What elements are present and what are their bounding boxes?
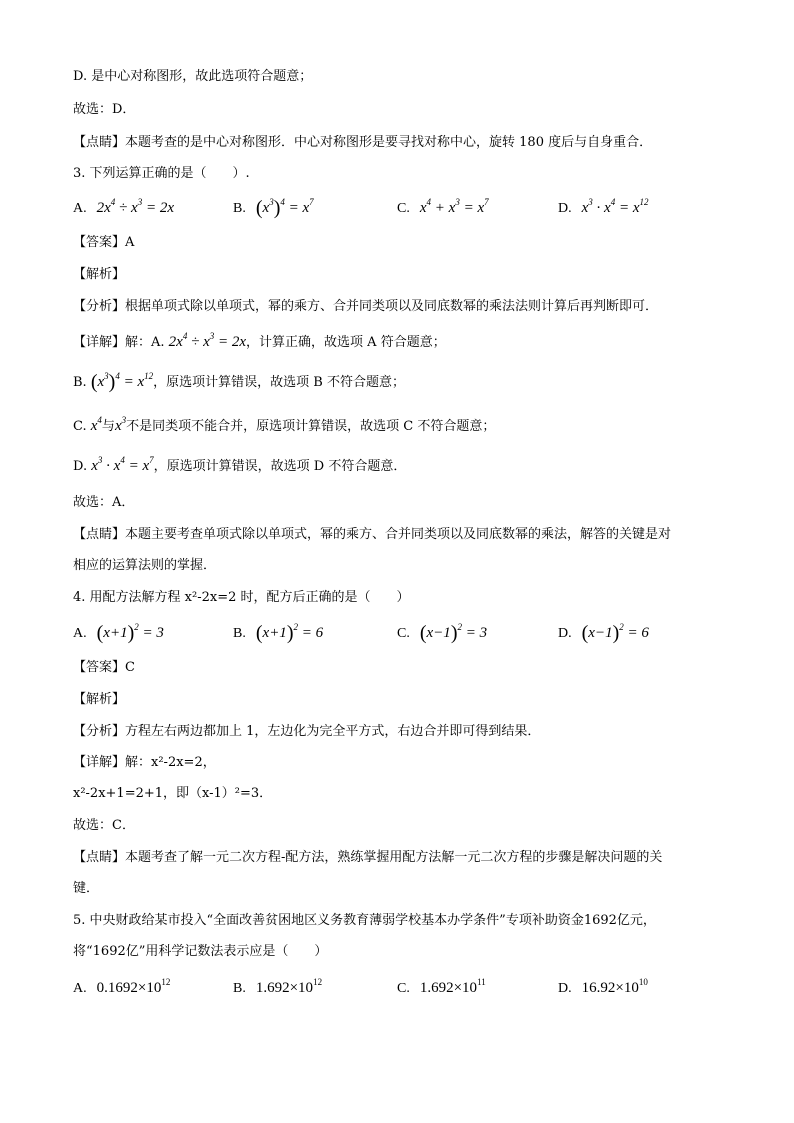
option-expr: $x^3 \cdot x^4 = x^{12}$: [581, 197, 649, 216]
option-a: [73, 197, 174, 220]
detail-prefix: B.: [73, 375, 91, 390]
option-label: B.: [233, 201, 246, 216]
detail-line-d: [73, 456, 406, 477]
option-d: [558, 197, 649, 220]
math-expr: $2x^4 \div x^3 = 2x$: [168, 331, 247, 350]
comment-line: [73, 133, 652, 153]
comment-tag: 【点睛】: [73, 850, 126, 865]
option-expr: $1.692\times 10^{12}$: [255, 977, 323, 996]
math-expr: $x^3 \cdot x^4 = x^7$: [91, 455, 154, 474]
option-b: [233, 197, 314, 220]
comment-text: 本题主要考查单项式除以单项式，幂的乘方、合并同类项以及同底数幂的乘法，解答的关键是对: [125, 527, 672, 542]
comment-text: 本题考查了解一元二次方程-配方法，熟练掌握用配方法解一元二次方程的步骤是解决问题的关: [125, 850, 663, 865]
fenxi-text: 方程左右两边都加上 1，左边化为完全平方式，右边合并即可得到结果．: [125, 724, 541, 739]
option-label: D.: [558, 626, 572, 641]
question-stem-2: 将“1692亿”用科学记数法表示应是（ ）: [73, 944, 328, 959]
detail-line-c: [73, 416, 495, 437]
detail-tag: 【详解】: [73, 755, 126, 770]
question-stem: 3. 下列运算正确的是（ ）.: [73, 166, 250, 181]
fenxi-line: [73, 297, 658, 317]
option-label: C.: [397, 201, 410, 216]
comment-tag: 【点睛】: [73, 135, 126, 150]
option-expr: $x^4 + x^3 = x^7$: [419, 197, 489, 216]
option-expr: $(x^3)^4 = x^7$: [255, 197, 314, 219]
option-expr: $0.1692\times 10^{12}$: [96, 977, 171, 996]
comment-text: 本题考查的是中心对称图形．中心对称图形是要寻找对称中心，旋转 180 度后与自身重合．: [125, 135, 653, 150]
comment-line-2: 键．: [73, 881, 100, 896]
detail-suffix: ，原选项计算错误，故选项 D 不符合题意．: [153, 459, 407, 474]
option-expr: $2x^4 \div x^3 = 2x$: [96, 197, 174, 216]
detail-prefix: C.: [73, 419, 91, 434]
question-stem: 4. 用配方法解方程 x²-2x=2 时，配方后正确的是（ ）: [73, 590, 410, 605]
detail-prefix: D.: [73, 459, 92, 474]
text-line: D. 是中心对称图形，故此选项符合题意；: [73, 69, 313, 84]
math-expr: $x^3$: [114, 415, 127, 434]
option-expr: $(x-1)^2 = 6$: [581, 622, 649, 644]
comment-line-2: 相应的运算法则的掌握．: [73, 558, 217, 573]
detail-prefix: 解：A.: [125, 335, 169, 350]
analysis-tag: 【解析】: [73, 692, 126, 707]
math-expr: $x^4$: [90, 415, 102, 434]
comment-line: [73, 848, 662, 868]
option-a: [73, 622, 164, 645]
answer-line: [73, 233, 134, 253]
option-expr: $(x+1)^2 = 6$: [255, 622, 324, 644]
option-label: B.: [233, 981, 246, 996]
detail-mid: 与: [101, 419, 115, 434]
option-label: B.: [233, 626, 246, 641]
question-stem-1: 5. 中央财政给某市投入“全面改善贫困地区义务教育薄弱学校基本办学条件”专项补助资金1692亿元，: [73, 913, 656, 928]
option-d: [558, 622, 649, 645]
option-label: C.: [397, 981, 410, 996]
answer-value: A: [125, 235, 135, 250]
option-label: A.: [73, 201, 87, 216]
detail-line-b: [73, 372, 405, 393]
option-label: D.: [558, 201, 572, 216]
choose-line: 故选：C．: [73, 818, 135, 833]
option-expr: $1.692\times 10^{11}$: [419, 977, 486, 996]
option-a: [73, 977, 170, 1000]
analysis-tag: 【解析】: [73, 267, 126, 282]
detail-line-1: [73, 753, 216, 773]
answer-line: [73, 658, 135, 678]
comment-tag: 【点睛】: [73, 527, 126, 542]
answer-tag: 【答案】: [73, 660, 126, 675]
math-expr: $(x^3)^4 = x^{12}$: [90, 371, 154, 393]
option-expr: $16.92\times 10^{10}$: [581, 977, 648, 996]
fenxi-text: 根据单项式除以单项式，幂的乘方、合并同类项以及同底数幂的乘法法则计算后再判断即可．: [125, 299, 659, 314]
comment-line: [73, 525, 671, 545]
detail-suffix: ，原选项计算错误，故选项 B 不符合题意；: [153, 375, 405, 390]
option-expr: $(x-1)^2 = 3$: [419, 622, 488, 644]
answer-value: C: [125, 660, 135, 675]
detail-line-a: [73, 332, 446, 353]
option-d: [558, 977, 648, 1000]
option-label: C.: [397, 626, 410, 641]
option-c: [397, 197, 489, 220]
choose-line: 故选：D．: [73, 102, 136, 117]
detail-suffix: ，计算正确，故选项 A 符合题意；: [246, 335, 446, 350]
detail-text: 解：x²-2x=2，: [125, 755, 216, 770]
detail-line-2: x²-2x+1=2+1，即（x-1）²=3．: [73, 786, 273, 801]
fenxi-line: [73, 722, 540, 742]
detail-tag: 【详解】: [73, 335, 126, 350]
option-b: [233, 977, 322, 1000]
option-expr: $(x+1)^2 = 3$: [96, 622, 164, 644]
option-c: [397, 977, 486, 1000]
option-label: A.: [73, 981, 87, 996]
detail-suffix: 不是同类项不能合并，原选项计算错误，故选项 C 不符合题意；: [126, 419, 496, 434]
option-b: [233, 622, 323, 645]
option-label: D.: [558, 981, 572, 996]
fenxi-tag: 【分析】: [73, 299, 126, 314]
option-label: A.: [73, 626, 87, 641]
answer-tag: 【答案】: [73, 235, 126, 250]
fenxi-tag: 【分析】: [73, 724, 126, 739]
option-c: [397, 622, 487, 645]
choose-line: 故选：A．: [73, 495, 135, 510]
